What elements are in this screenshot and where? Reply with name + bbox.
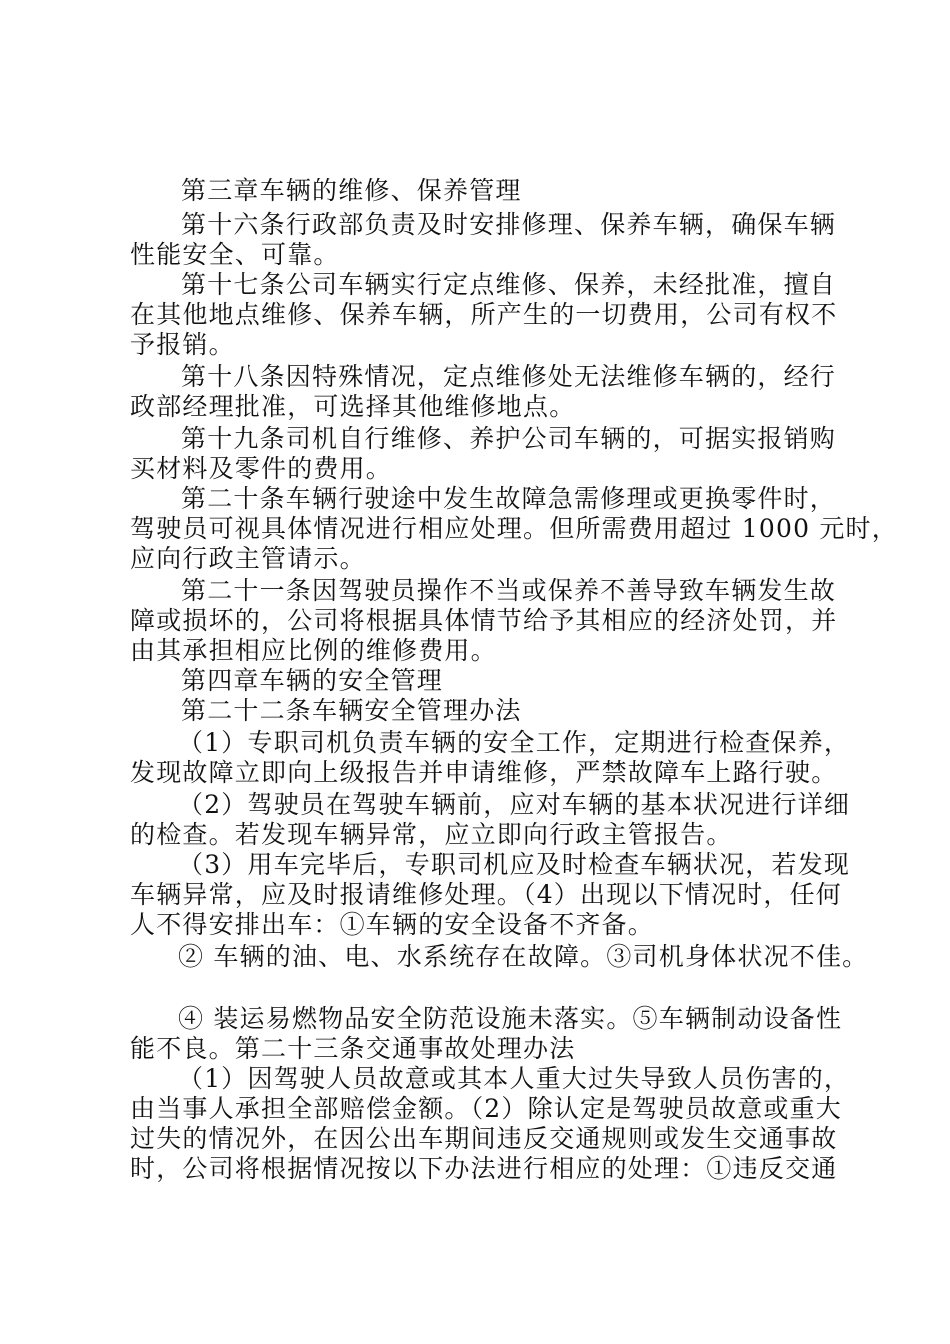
text-line: 第二十条车辆行驶途中发生故障急需修理或更换零件时， <box>181 484 837 513</box>
text-line: 性能安全、可靠。 <box>130 240 340 269</box>
text-line: ④ 装运易燃物品安全防范设施未落实。⑤车辆制动设备性 <box>178 1004 843 1033</box>
text-line: 能不良。第二十三条交通事故处理办法 <box>130 1034 576 1063</box>
article-heading: 第二十二条车辆安全管理办法 <box>181 696 522 725</box>
text-line: （1）专职司机负责车辆的安全工作，定期进行检查保养， <box>178 728 851 757</box>
text-line: （3）用车完毕后，专职司机应及时检查车辆状况，若发现 <box>178 850 851 879</box>
text-line: 发现故障立即向上级报告并申请维修，严禁故障车上路行驶。 <box>130 758 838 787</box>
text-line: （2）驾驶员在驾驶车辆前，应对车辆的基本状况进行详细 <box>178 790 851 819</box>
text-line: ② 车辆的油、电、水系统存在故障。③司机身体状况不佳。 <box>178 942 869 971</box>
text-line: 车辆异常，应及时报请维修处理。（4）出现以下情况时，任何 <box>130 880 843 909</box>
text-line: 应向行政主管请示。 <box>130 544 366 573</box>
text-line: 由当事人承担全部赔偿金额。（2）除认定是驾驶员故意或重大 <box>130 1094 843 1123</box>
text-line: 第十六条行政部负责及时安排修理、保养车辆，确保车辆 <box>181 210 837 239</box>
text-line: 过失的情况外，在因公出车期间违反交通规则或发生交通事故 <box>130 1124 838 1153</box>
text-line: 买材料及零件的费用。 <box>130 454 393 483</box>
text-line: 第十九条司机自行维修、养护公司车辆的，可据实报销购 <box>181 424 837 453</box>
text-line: 政部经理批准，可选择其他维修地点。 <box>130 392 576 421</box>
text-line: 的检查。若发现车辆异常，应立即向行政主管报告。 <box>130 820 733 849</box>
text-line: （1）因驾驶人员故意或其本人重大过失导致人员伤害的， <box>178 1064 851 1093</box>
chapter-heading: 第三章车辆的维修、保养管理 <box>181 176 522 205</box>
text-line: 在其他地点维修、保养车辆，所产生的一切费用，公司有权不 <box>130 300 838 329</box>
chapter-heading: 第四章车辆的安全管理 <box>181 666 444 695</box>
text-line: 时，公司将根据情况按以下办法进行相应的处理：①违反交通 <box>130 1154 838 1183</box>
text-line: 人不得安排出车：①车辆的安全设备不齐备。 <box>130 910 655 939</box>
text-line: 予报销。 <box>130 330 235 359</box>
text-line: 由其承担相应比例的维修费用。 <box>130 636 497 665</box>
text-line: 第十七条公司车辆实行定点维修、保养，未经批准，擅自 <box>181 270 837 299</box>
text-line: 第二十一条因驾驶员操作不当或保养不善导致车辆发生故 <box>181 576 837 605</box>
text-line: 驾驶员可视具体情况进行相应处理。但所需费用超过 1000 元时， <box>130 514 898 543</box>
text-line: 第十八条因特殊情况，定点维修处无法维修车辆的，经行 <box>181 362 837 391</box>
text-line: 障或损坏的，公司将根据具体情节给予其相应的经济处罚，并 <box>130 606 838 635</box>
